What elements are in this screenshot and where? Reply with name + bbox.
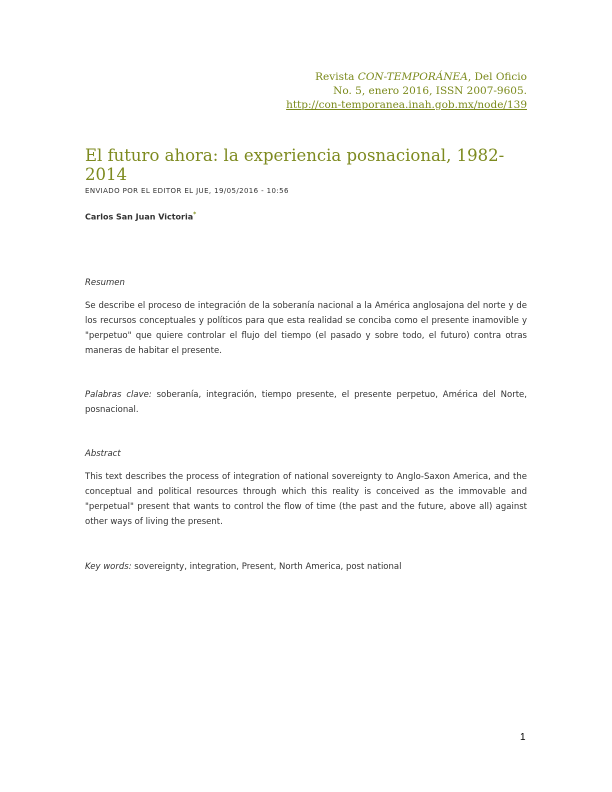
journal-suffix: , Del Oficio [467, 71, 527, 83]
page-number: 1 [520, 732, 526, 743]
resumen-heading: Resumen [85, 278, 125, 288]
journal-header [286, 70, 527, 112]
posted-by-line: ENVIADO POR EL EDITOR EL JUE, 19/05/2016 - 10:56 [85, 187, 289, 195]
journal-issue-line: No. 5, enero 2016, ISSN 2007-9605. [333, 85, 527, 97]
key-words-paragraph [85, 560, 527, 575]
journal-line-1 [286, 70, 527, 84]
key-words-label: Key words: [85, 562, 132, 572]
abstract-paragraph: This text describes the process of integration of national sovereignty to Anglo-Saxon America, and the conceptual and political resources through which this reality is conceived as the immovable and "perpetual" present that wants to control the flow of time (the past and the future, above all) against other ways of living the present. [85, 472, 527, 527]
article-title: El futuro ahora: la experiencia posnacional, 1982-2014 [85, 146, 505, 184]
resumen-paragraph: Se describe el proceso de integración de la soberanía nacional a la América anglosajona del norte y de los recursos conceptuales y políticos para que esta realidad se conciba como el presente inamovible y "perpetuo" que quiere controlar el flujo del tiempo (el pasado y sobre todo, el futuro) contra otras maneras de habitar el presente. [85, 301, 527, 356]
key-words-text: sovereignty, integration, Present, North America, post national [131, 562, 402, 572]
abstract-heading: Abstract [85, 449, 121, 459]
palabras-clave-label: Palabras clave: [85, 390, 152, 400]
author-name-text: Carlos San Juan Victoria [85, 212, 194, 222]
journal-name: CON-TEMPORÁNEA [357, 71, 468, 83]
palabras-clave-text: soberanía, integración, tiempo presente, el presente perpetuo, América del Norte, posnacional. [85, 390, 527, 415]
palabras-clave-paragraph [85, 388, 527, 418]
author-name [85, 211, 196, 222]
journal-prefix: Revista [315, 71, 358, 83]
journal-url-link[interactable]: http://con-temporanea.inah.gob.mx/node/139 [286, 99, 527, 111]
author-footnote-mark[interactable]: * [193, 211, 197, 218]
